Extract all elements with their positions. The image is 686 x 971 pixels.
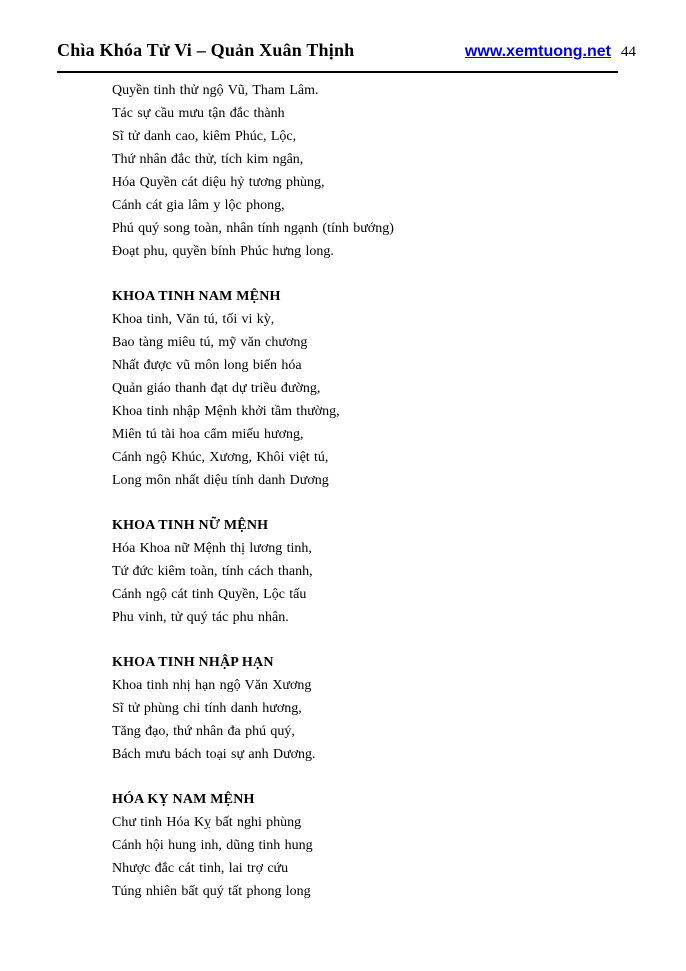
- verse-line: Cánh ngộ cát tinh Quyền, Lộc tấu: [112, 587, 307, 602]
- verse-line: Quản giáo thanh đạt dự triều đường,: [112, 381, 321, 396]
- verse-line: Đoạt phu, quyền bính Phúc hưng long.: [112, 244, 334, 259]
- verse-line: Tứ đức kiêm toàn, tính cách thanh,: [112, 564, 313, 579]
- verse-line: Bách mưu bách toại sự anh Dương.: [112, 747, 316, 762]
- verse-line: Sĩ tử phùng chi tính danh hương,: [112, 701, 302, 716]
- verse-section-khoa-tinh-nhap-han: [112, 651, 632, 766]
- verse-section-khoa-tinh-nu-menh: [112, 514, 632, 629]
- verse-section-intro: [112, 79, 632, 263]
- book-title: Chìa Khóa Tử Vi – Quản Xuân Thịnh: [57, 40, 355, 60]
- verse-line: Phú quý song toàn, nhân tính ngạnh (tính bướng): [112, 221, 394, 236]
- website-link[interactable]: www.xemtuong.net: [464, 43, 611, 60]
- section-heading: KHOA TINH NHẬP HẠN: [112, 655, 274, 670]
- verse-line: Tác sự cầu mưu tận đắc thành: [112, 106, 285, 121]
- verse-line: Cánh cát gia lâm y lộc phong,: [112, 198, 285, 213]
- section-heading: KHOA TINH NAM MỆNH: [112, 289, 281, 304]
- verse-line: Khoa tinh nhị hạn ngộ Văn Xương: [112, 678, 312, 693]
- header-divider: [57, 71, 618, 73]
- verse-line: Quyền tinh thử ngộ Vũ, Tham Lâm.: [112, 83, 319, 98]
- verse-line: Khoa tinh nhập Mệnh khởi tầm thường,: [112, 404, 340, 419]
- document-body: [112, 79, 632, 903]
- verse-section-hoa-ky-nam-menh: [112, 788, 632, 903]
- section-heading: KHOA TINH NỮ MỆNH: [112, 518, 269, 533]
- section-heading: HÓA KỴ NAM MỆNH: [112, 792, 255, 807]
- verse-line: Long môn nhất diệu tính danh Dương: [112, 473, 329, 488]
- verse-line: Miên tú tài hoa cẩm miếu hương,: [112, 427, 304, 442]
- verse-line: Chư tinh Hóa Kỵ bất nghi phùng: [112, 815, 302, 830]
- verse-line: Tăng đạo, thứ nhân đa phú quý,: [112, 724, 295, 739]
- verse-line: Khoa tinh, Văn tú, tối vi kỳ,: [112, 312, 275, 327]
- verse-line: Bao tàng miêu tú, mỹ văn chương: [112, 335, 308, 350]
- verse-line: Nhất được vũ môn long biến hóa: [112, 358, 302, 373]
- page-header: [57, 40, 636, 61]
- verse-section-khoa-tinh-nam-menh: [112, 285, 632, 492]
- verse-line: Hóa Khoa nữ Mệnh thị lương tinh,: [112, 541, 312, 556]
- verse-line: Cánh ngộ Khúc, Xương, Khôi việt tú,: [112, 450, 329, 465]
- verse-line: Túng nhiên bất quý tất phong long: [112, 884, 311, 899]
- verse-line: Phu vinh, tử quý tác phu nhân.: [112, 610, 289, 625]
- header-right-group: [465, 43, 636, 61]
- verse-line: Sĩ tử danh cao, kiêm Phúc, Lộc,: [112, 129, 297, 144]
- verse-line: Hóa Quyền cát diệu hỷ tương phùng,: [112, 175, 325, 190]
- verse-line: Nhược đắc cát tinh, lai trợ cứu: [112, 861, 289, 876]
- page-number: 44: [621, 44, 636, 60]
- verse-line: Thứ nhân đắc thử, tích kim ngân,: [112, 152, 304, 167]
- verse-line: Cánh hội hung inh, dũng tinh hung: [112, 838, 313, 853]
